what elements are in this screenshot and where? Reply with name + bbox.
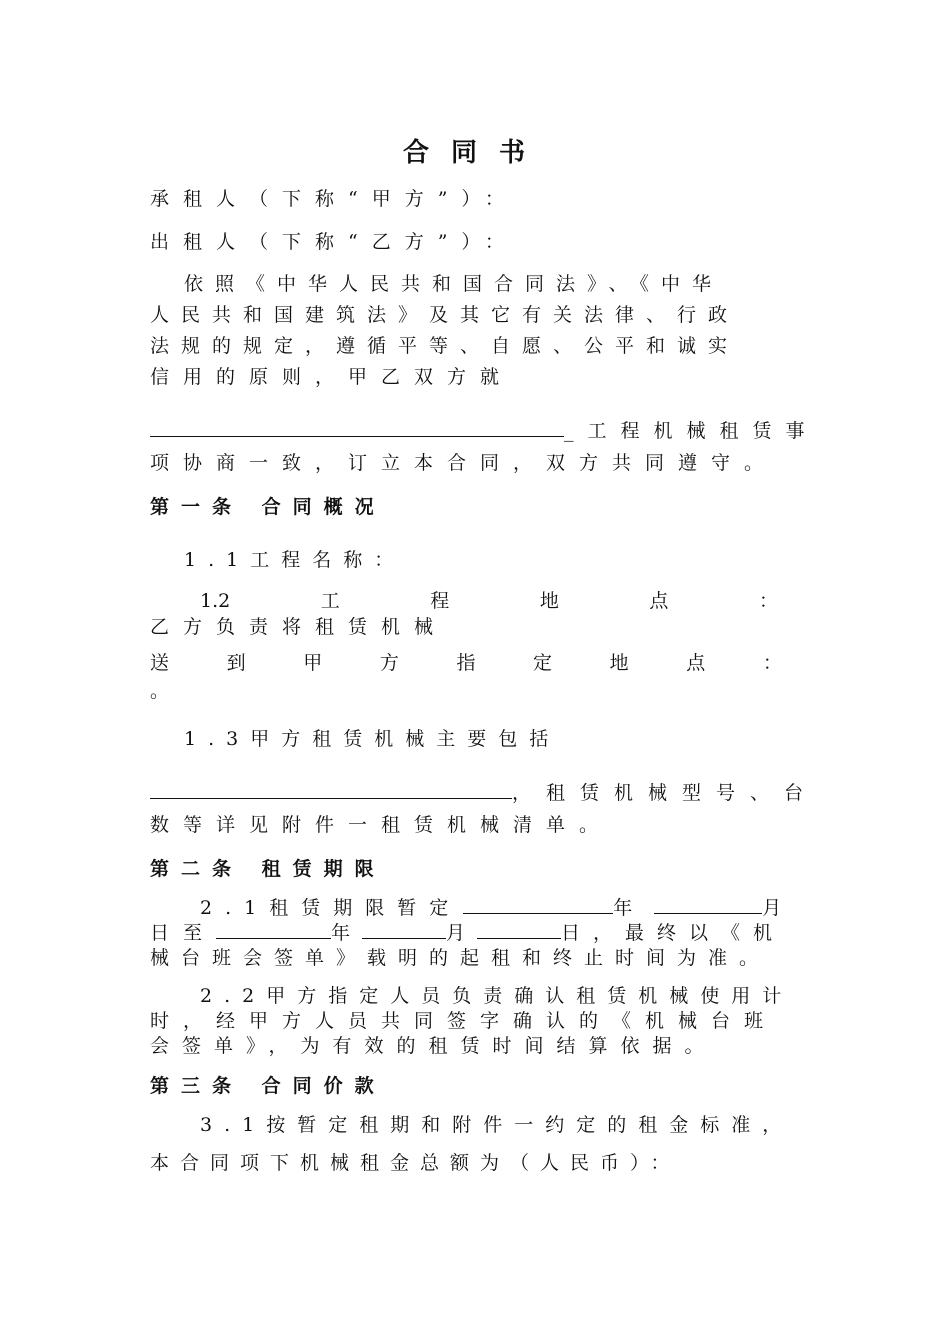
word: 地 <box>609 652 629 674</box>
item-2-2-line-1: 2.2甲方指定人员负责确认租赁机械使用计 <box>200 985 794 1007</box>
preamble-line-4: 信用的原则，甲乙双方就 <box>150 366 514 388</box>
item-1-3-cont-line-1 <box>150 778 819 809</box>
machinery-blank[interactable] <box>150 778 512 799</box>
word: 送 <box>150 652 170 674</box>
word: 点 <box>686 652 706 674</box>
item-1-2-line-3 <box>150 648 782 679</box>
month-label: 月 <box>762 897 782 919</box>
item-1-3: 1.3甲方租赁机械主要包括 <box>184 728 561 750</box>
item-3-1-line-2: 本合同项下机械租金总额为（人民币）： <box>150 1152 681 1174</box>
word: 工 <box>320 590 340 612</box>
word: 到 <box>226 652 246 674</box>
article-2-heading: 第二条 租赁期限 <box>150 858 386 880</box>
word: 程 <box>430 590 450 612</box>
project-blank[interactable] <box>150 416 564 437</box>
day-label-2: 日，最终以《机 <box>561 922 786 944</box>
item-1-3-cont-line-2: 数等详见附件一租赁机械清单。 <box>150 814 613 836</box>
start-month-blank[interactable] <box>654 893 762 914</box>
item-1-1: 1.1工程名称： <box>184 549 406 571</box>
year-label: 年 <box>613 897 633 919</box>
item-1-2-line-4: 。 <box>150 680 170 702</box>
month-label-2: 月 <box>446 922 466 944</box>
preamble-line-1: 依照《中华人民共和国合同法》、《中华 <box>184 273 724 295</box>
lessee-line: 承租人（下称“甲方”）： <box>150 188 518 210</box>
item-3-1-line-1: 3.1按暂定租期和附件一约定的租金标准， <box>200 1114 794 1136</box>
item-2-1-prefix: 2.1租赁期限暂定 <box>200 897 462 919</box>
word: 指 <box>456 652 476 674</box>
preamble-end-text: _工程机械租赁事 <box>564 420 819 442</box>
end-month-blank[interactable] <box>362 918 446 939</box>
preamble-line-3: 法规的规定，遵循平等、自愿、公平和诚实 <box>150 335 740 357</box>
document-title: 合同书 <box>402 138 547 168</box>
preamble-line-5 <box>150 416 819 447</box>
word: 定 <box>533 652 553 674</box>
preamble-line-6: 项协商一致，订立本合同，双方共同遵守。 <box>150 452 778 474</box>
item-2-1-line-3: 械台班会签单》载明的起租和终止时间为准。 <box>150 947 771 969</box>
word: ： <box>758 590 778 612</box>
lessor-line: 出租人（下称“乙方”）： <box>150 231 518 253</box>
item-1-2-line-2: 乙方负责将租赁机械 <box>150 616 448 638</box>
start-year-blank[interactable] <box>463 893 613 914</box>
year-label-2: 年 <box>331 922 351 944</box>
item-2-2-line-2: 时，经甲方人员共同签字确认的《机械台班 <box>150 1010 778 1032</box>
preamble-line-2: 人民共和国建筑法》及其它有关法律、行政 <box>150 304 740 326</box>
item-2-2-line-3: 会签单》，为有效的租赁时间结算依据。 <box>150 1035 717 1057</box>
article-3-heading: 第三条 合同价款 <box>150 1075 386 1097</box>
word: 点 <box>649 590 669 612</box>
item-1-2-label: 1.2 <box>200 590 231 612</box>
end-year-blank[interactable] <box>216 918 331 939</box>
word: 甲 <box>303 652 323 674</box>
end-day-blank[interactable] <box>477 918 561 939</box>
item-1-3-cont-text: ，租赁机械型号、台 <box>512 782 819 804</box>
article-1-heading: 第一条 合同概况 <box>150 496 386 518</box>
day-label: 日至 <box>150 922 217 944</box>
word: ： <box>762 652 782 674</box>
word: 方 <box>379 652 399 674</box>
word: 地 <box>539 590 559 612</box>
